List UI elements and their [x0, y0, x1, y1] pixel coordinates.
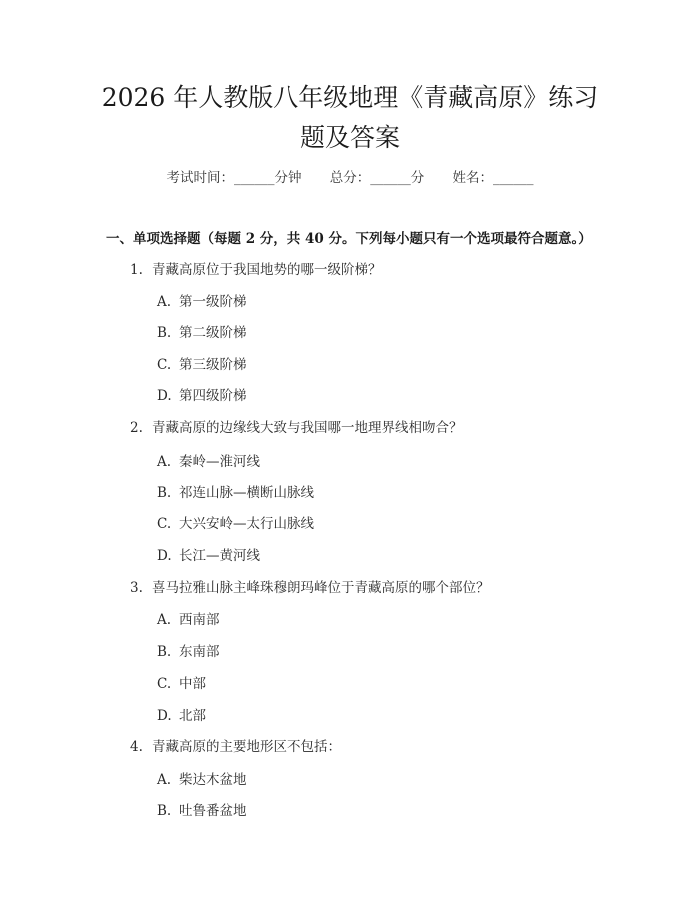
question-2-option-b	[157, 483, 314, 503]
option-text: 中部	[179, 676, 206, 692]
question-3-option-c	[157, 674, 206, 694]
total-score-field: 总分：______分	[329, 170, 425, 186]
exam-meta	[0, 168, 700, 188]
question-3-option-b	[157, 642, 220, 662]
question-4-option-a	[157, 770, 247, 790]
option-letter: C.	[157, 516, 172, 532]
option-letter: B.	[157, 803, 172, 819]
question-3-option-d	[157, 706, 206, 726]
question-2-option-a	[157, 452, 260, 472]
question-1	[130, 260, 382, 280]
question-2-option-c	[157, 514, 314, 534]
option-letter: A.	[157, 612, 172, 628]
title-line-1: 2026 年人教版八年级地理《青藏高原》练习	[101, 83, 599, 112]
option-letter: D.	[157, 548, 172, 564]
option-letter: D.	[157, 388, 172, 404]
question-number: 3.	[130, 580, 143, 596]
title-line-2: 题及答案	[299, 123, 400, 152]
option-letter: C.	[157, 676, 172, 692]
option-letter: B.	[157, 325, 172, 341]
option-text: 祁连山脉—横断山脉线	[179, 485, 314, 501]
exam-time-field: 考试时间：______分钟	[166, 170, 302, 186]
option-text: 大兴安岭—太行山脉线	[179, 516, 314, 532]
option-text: 第二级阶梯	[179, 325, 247, 341]
question-4	[130, 737, 341, 757]
page-title	[0, 78, 700, 158]
question-text: 青藏高原的主要地形区不包括：	[152, 739, 341, 755]
option-letter: B.	[157, 485, 172, 501]
option-letter: A.	[157, 772, 172, 788]
option-text: 第一级阶梯	[179, 294, 247, 310]
option-letter: D.	[157, 708, 172, 724]
question-1-option-c	[157, 355, 247, 375]
option-text: 北部	[179, 708, 206, 724]
question-1-option-d	[157, 386, 247, 406]
question-2	[130, 418, 463, 438]
option-letter: B.	[157, 644, 172, 660]
question-3-option-a	[157, 610, 220, 630]
option-text: 第四级阶梯	[179, 388, 247, 404]
option-text: 长江—黄河线	[179, 548, 260, 564]
option-text: 西南部	[179, 612, 220, 628]
option-letter: C.	[157, 357, 172, 373]
question-text: 青藏高原的边缘线大致与我国哪一地理界线相吻合？	[152, 420, 463, 436]
question-number: 4.	[130, 739, 143, 755]
question-2-option-d	[157, 546, 260, 566]
question-text: 青藏高原位于我国地势的哪一级阶梯？	[152, 262, 382, 278]
question-4-option-b	[157, 801, 247, 821]
question-text: 喜马拉雅山脉主峰珠穆朗玛峰位于青藏高原的哪个部位？	[152, 580, 490, 596]
option-text: 秦岭—淮河线	[179, 454, 260, 470]
question-number: 2.	[130, 420, 143, 436]
question-1-option-a	[157, 292, 247, 312]
question-1-option-b	[157, 323, 247, 343]
name-field: 姓名：______	[452, 170, 534, 186]
question-3	[130, 578, 490, 598]
option-text: 柴达木盆地	[179, 772, 247, 788]
option-text: 东南部	[179, 644, 220, 660]
section-heading: 一、单项选择题（每题 2 分，共 40 分。下列每小题只有一个选项最符合题意。）	[106, 231, 592, 247]
option-letter: A.	[157, 294, 172, 310]
question-number: 1.	[130, 262, 143, 278]
option-text: 第三级阶梯	[179, 357, 247, 373]
option-letter: A.	[157, 454, 172, 470]
option-text: 吐鲁番盆地	[179, 803, 247, 819]
